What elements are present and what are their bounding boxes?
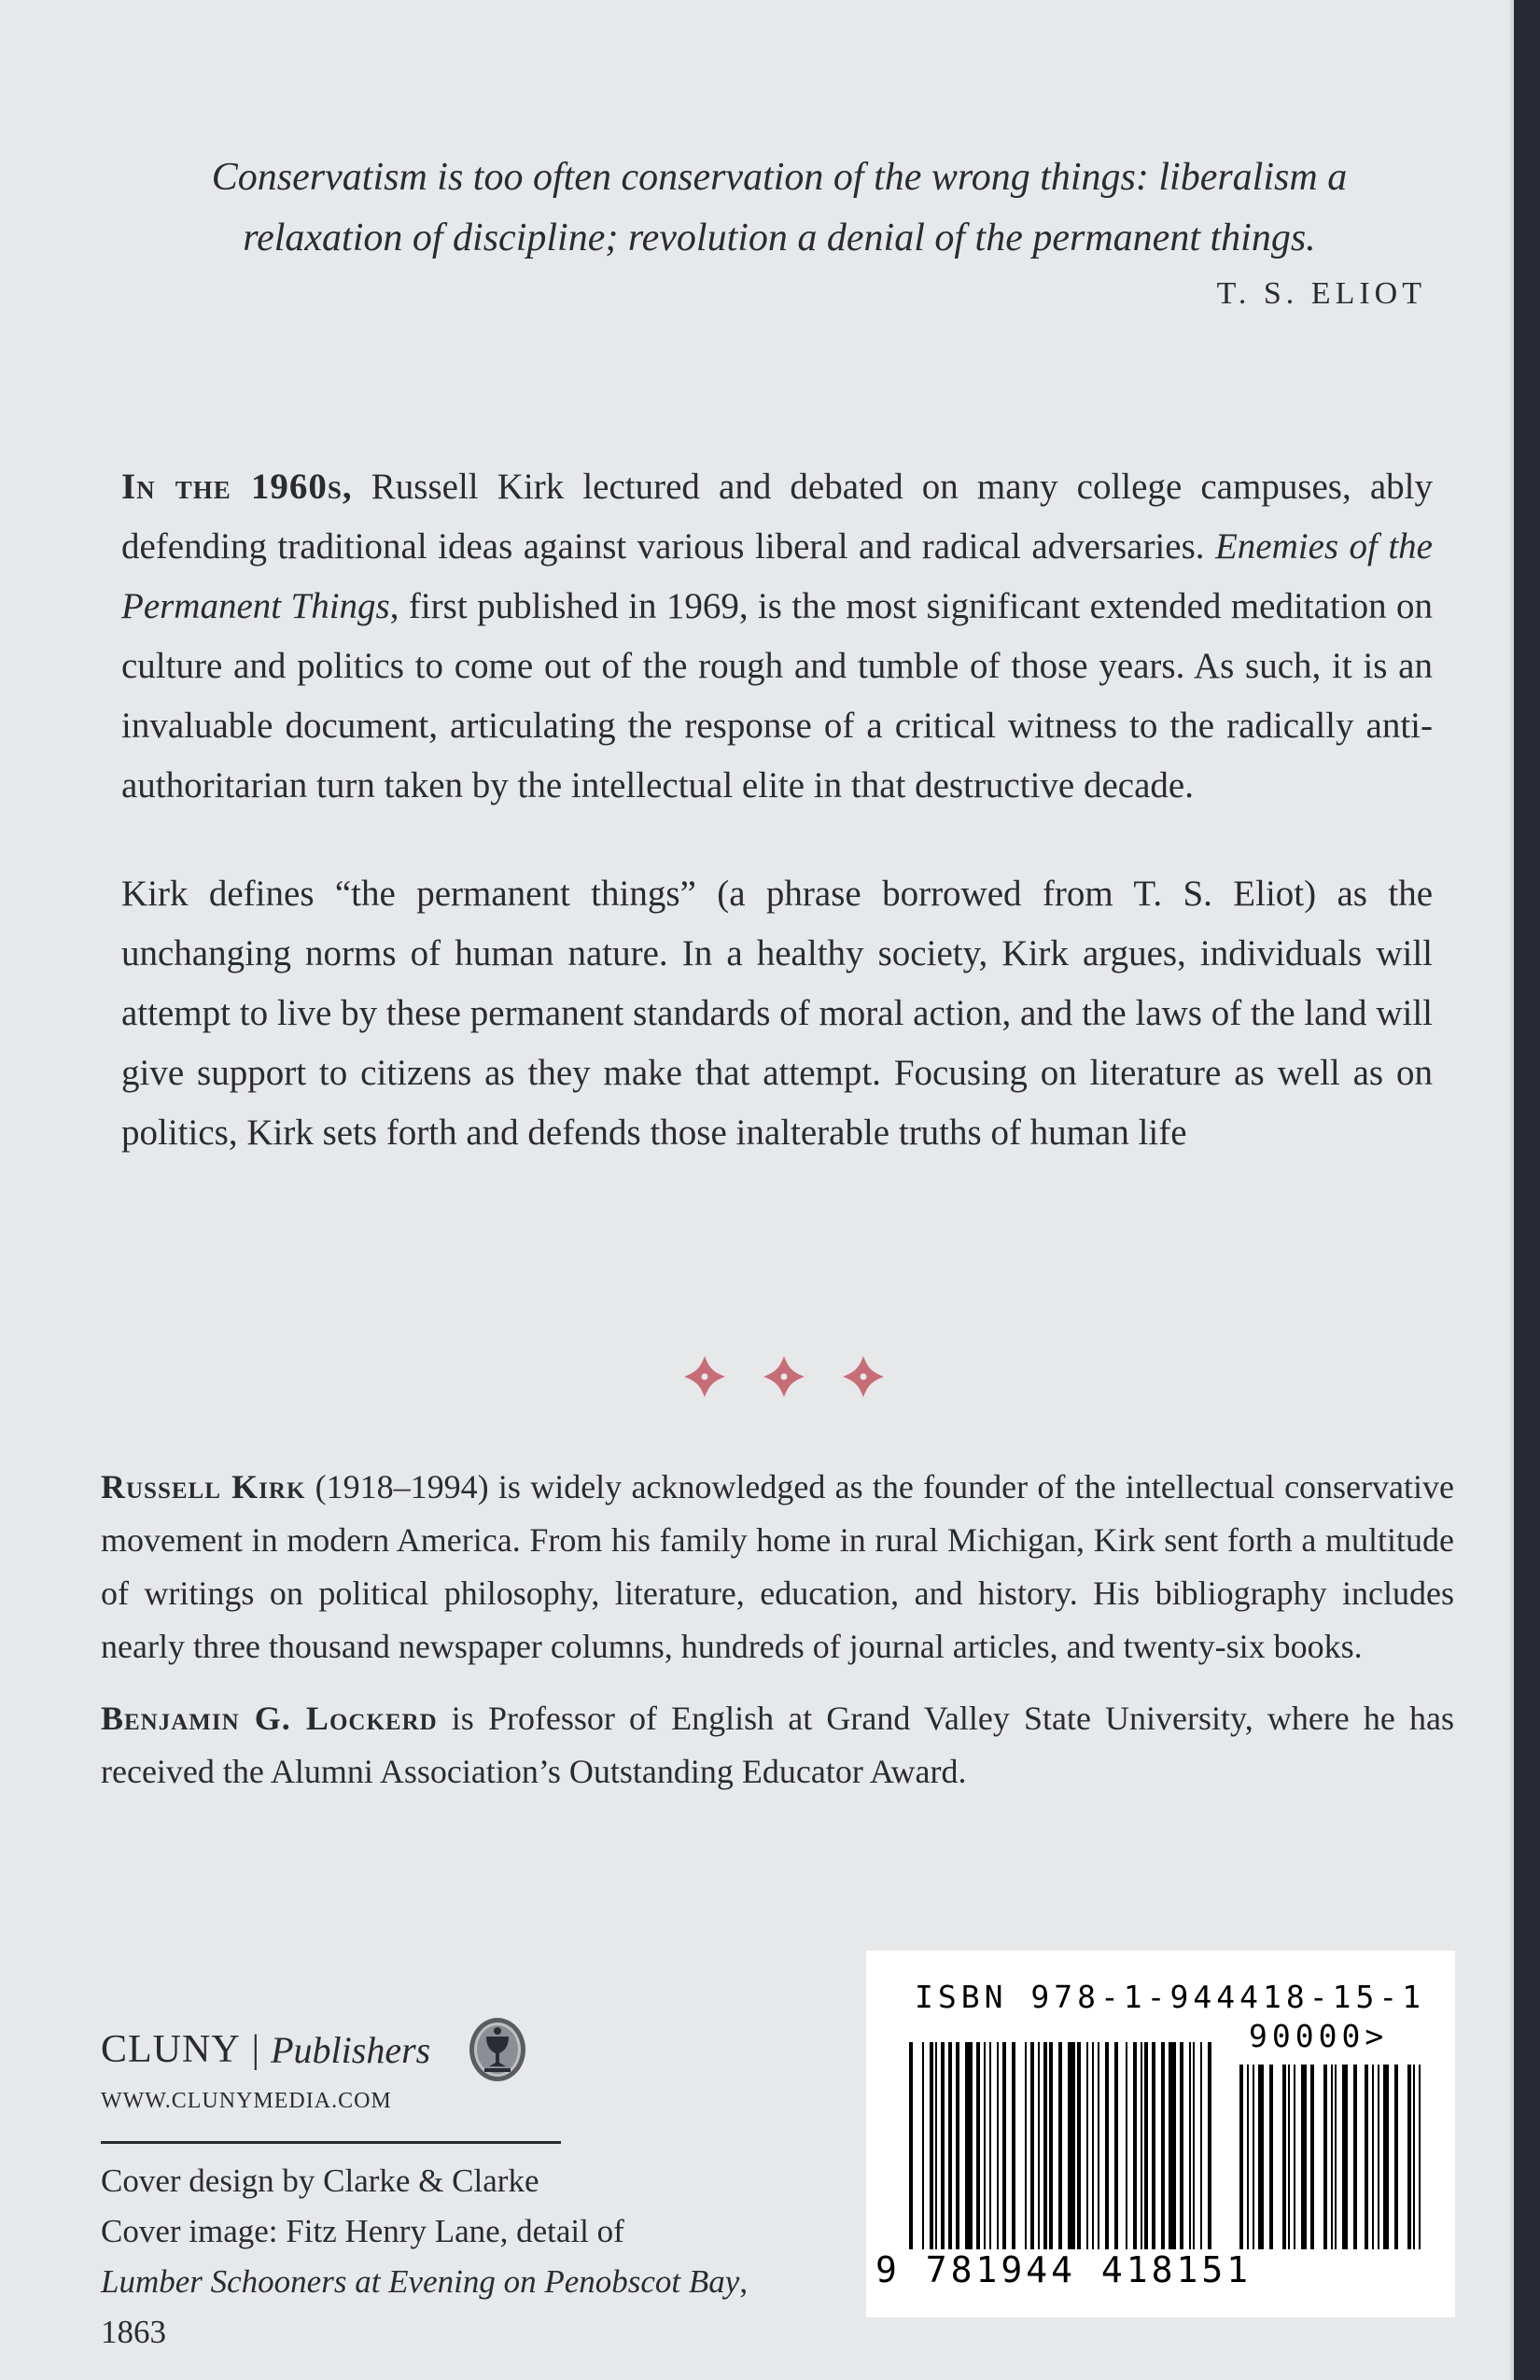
description-paragraph-1 — [121, 457, 1433, 816]
barcode-bar — [1239, 2065, 1243, 2249]
cover-image-title-line — [101, 2257, 810, 2358]
barcode-bar — [1133, 2042, 1137, 2249]
barcode-bar — [1378, 2065, 1379, 2249]
barcode-bar — [1253, 2065, 1254, 2249]
barcode-bar — [1413, 2065, 1415, 2249]
bio-name: Russell Kirk — [101, 1468, 306, 1505]
barcode-bar — [1086, 2042, 1088, 2249]
barcode-bar — [1030, 2042, 1034, 2249]
barcode-bar — [1038, 2042, 1040, 2249]
barcode-bar — [1141, 2042, 1142, 2249]
bio-text: (1918–1994) is widely acknowledged as the founder of the intellectual conservative movement in modern America. From his family home in rural Michigan, Kirk sent forth a multitude of writings on political philosophy, literature, education, and history. His bibliography includes nearly three thousand newspaper columns, hundreds of journal articles, and twenty-six books. — [101, 1468, 1454, 1665]
barcode-bar — [1098, 2042, 1099, 2249]
barcode-bar — [1419, 2065, 1421, 2249]
barcode-bar — [1323, 2065, 1327, 2249]
barcode-bar — [1092, 2042, 1094, 2249]
barcode-bar — [1144, 2042, 1148, 2249]
isbn-label: ISBN 978-1-944418-15-1 — [915, 1979, 1426, 2015]
barcode-bar — [1068, 2042, 1075, 2249]
barcode-bar — [922, 2042, 924, 2249]
cover-design-credit: Cover design by Clarke & Clarke — [101, 2163, 539, 2199]
book-description — [121, 457, 1433, 1211]
fleuron-icon — [681, 1353, 728, 1400]
barcode-bar — [1200, 2042, 1202, 2249]
bio-name: Benjamin G. Lockerd — [101, 1700, 438, 1737]
ean-digits: 9 781944 418151 — [875, 2249, 1253, 2290]
chalice-seal-icon — [464, 2016, 531, 2083]
barcode-bar — [1331, 2065, 1333, 2249]
barcode-bar — [948, 2042, 952, 2249]
barcode-bar — [1025, 2042, 1027, 2249]
barcode-bar — [1189, 2042, 1191, 2249]
barcode-bar — [1247, 2065, 1249, 2249]
barcode-bar — [984, 2042, 986, 2249]
barcode-bar — [965, 2042, 973, 2249]
barcode-bar — [1169, 2042, 1176, 2249]
barcode-bar — [1208, 2042, 1211, 2249]
barcode-bar — [1353, 2065, 1357, 2249]
fleuron-icon — [761, 1353, 807, 1400]
price-code: 90000> — [1249, 2018, 1389, 2054]
barcode-bar — [1077, 2042, 1081, 2249]
description-text-b: , first published in 1969, is the most significant extended meditation on culture and politics to come out of the rough and tumble of those years. As such, it is an invaluable document, articulating the response of a critical witness to the radically anti-authoritarian turn taken by the intellectual elite in that destructive decade. — [121, 586, 1433, 805]
barcode-bar — [1152, 2042, 1155, 2249]
epigraph — [131, 147, 1428, 312]
barcode-bar — [1335, 2065, 1337, 2249]
bio-text: is Professor of English at Grand Valley State University, where he has received the Alumni Association’s Outstanding Educator Award. — [101, 1700, 1454, 1790]
painting-title: Lumber Schooners at Evening on Penobscot Bay — [101, 2263, 740, 2300]
barcode-bar — [1161, 2042, 1165, 2249]
painting-year: , 1863 — [101, 2263, 749, 2350]
description-paragraph-2: Kirk defines “the permanent things” (a phrase borrowed from T. S. Eliot) as the unchanging norms of human nature. In a healthy society, Kirk argues, individuals will attempt to live by these permanent standards of moral action, and the laws of the land will give support to citizens as they make that attempt. Focusing on literature as well as on politics, Kirk sets forth and defends those inalterable truths of human life — [121, 874, 1433, 1153]
divider-rule — [101, 2141, 561, 2144]
barcode-bar — [941, 2042, 945, 2249]
bio-russell-kirk — [101, 1461, 1454, 1673]
barcode-bar — [1049, 2042, 1053, 2249]
barcode-bar — [1301, 2065, 1307, 2249]
ornament-divider — [681, 1353, 887, 1400]
barcode-bar — [1126, 2042, 1127, 2249]
barcode-bar — [1105, 2042, 1109, 2249]
publisher-block — [101, 2016, 567, 2114]
barcode-bar — [1258, 2065, 1264, 2249]
publisher-separator: | — [251, 2028, 260, 2071]
barcode-bar — [956, 2042, 959, 2249]
spine-strip — [1514, 0, 1540, 2380]
barcode-bar — [1058, 2042, 1062, 2249]
author-bios — [101, 1461, 1454, 1817]
epigraph-author: T. S. ELIOT — [1216, 276, 1426, 311]
cover-image-credit: Cover image: Fitz Henry Lane, detail of — [101, 2213, 624, 2249]
barcode-bar — [935, 2042, 937, 2249]
barcode-bar — [1310, 2065, 1314, 2249]
barcode-bar — [1365, 2065, 1368, 2249]
barcode-bar — [1383, 2065, 1389, 2249]
barcode-bar — [930, 2042, 933, 2249]
epigraph-quote: Conservatism is too often conservation of the wrong things: liberalism a relaxation of discipline; revolution a denial of the permanent things. — [211, 156, 1348, 259]
barcode-bar — [976, 2042, 980, 2249]
barcode-bar — [1043, 2042, 1047, 2249]
barcode-bar — [1342, 2065, 1348, 2249]
publisher-subtitle: Publishers — [271, 2028, 431, 2071]
barcode-bar — [1407, 2065, 1411, 2249]
barcode-bar — [1394, 2065, 1398, 2249]
barcode-bar — [1012, 2042, 1015, 2249]
description-text-a: Russell Kirk lectured and debated on many college campuses, ably defending traditional ideas against various liberal and radical adversaries. — [121, 467, 1433, 567]
barcode-bar — [1288, 2065, 1290, 2249]
barcode-bar — [997, 2042, 999, 2249]
bio-benjamin-lockerd — [101, 1692, 1454, 1799]
fleuron-icon — [840, 1353, 887, 1400]
book-title: Enemies of the Permanent Things — [121, 526, 1433, 626]
barcode-bar — [989, 2042, 991, 2249]
cover-credits — [101, 2156, 810, 2358]
barcode-bar — [1294, 2065, 1295, 2249]
barcode-bar — [1193, 2042, 1195, 2249]
publisher-url: WWW.CLUNYMEDIA.COM — [101, 2089, 392, 2113]
barcode-bar — [1269, 2065, 1273, 2249]
barcode-bar — [1114, 2042, 1118, 2249]
barcode-bar — [1282, 2065, 1286, 2249]
barcode-bar — [1372, 2065, 1374, 2249]
publisher-name: CLUNY — [101, 2028, 241, 2071]
barcode-bar — [1180, 2042, 1183, 2249]
barcode-panel — [866, 1951, 1455, 2317]
description-lead-in: In the 1960s, — [121, 467, 353, 507]
barcode-bar — [909, 2042, 913, 2249]
barcode-bar — [1002, 2042, 1006, 2249]
